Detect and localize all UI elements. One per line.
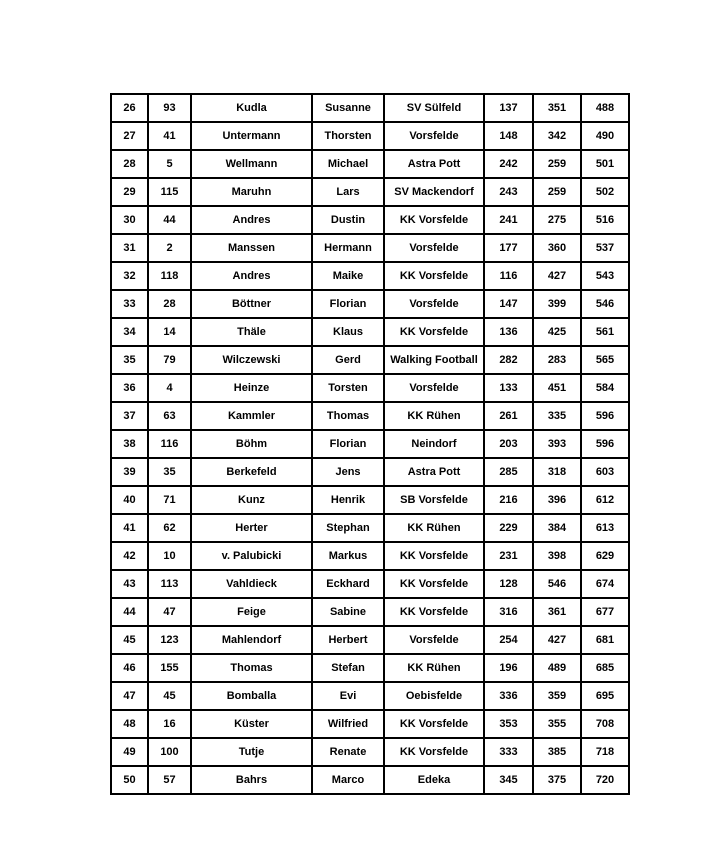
first-name-cell: Thorsten	[312, 122, 384, 150]
table-row	[111, 94, 629, 122]
first-name-cell: Jens	[312, 458, 384, 486]
start-number-cell: 118	[148, 262, 191, 290]
club-cell: KK Rühen	[384, 654, 484, 682]
results-table	[110, 93, 630, 795]
last-name-cell: Kammler	[191, 402, 312, 430]
club-cell: Edeka	[384, 766, 484, 794]
rank-cell: 37	[111, 402, 148, 430]
last-name-cell: Herter	[191, 514, 312, 542]
rank-cell: 42	[111, 542, 148, 570]
table-row	[111, 290, 629, 318]
total-cell: 490	[581, 122, 629, 150]
score1-cell: 203	[484, 430, 533, 458]
start-number-cell: 16	[148, 710, 191, 738]
last-name-cell: Thomas	[191, 654, 312, 682]
total-cell: 718	[581, 738, 629, 766]
last-name-cell: Thäle	[191, 318, 312, 346]
score1-cell: 285	[484, 458, 533, 486]
score2-cell: 385	[533, 738, 581, 766]
last-name-cell: Wellmann	[191, 150, 312, 178]
last-name-cell: Manssen	[191, 234, 312, 262]
start-number-cell: 155	[148, 654, 191, 682]
club-cell: KK Vorsfelde	[384, 570, 484, 598]
start-number-cell: 35	[148, 458, 191, 486]
score1-cell: 116	[484, 262, 533, 290]
first-name-cell: Susanne	[312, 94, 384, 122]
score1-cell: 242	[484, 150, 533, 178]
table-row	[111, 710, 629, 738]
club-cell: Vorsfelde	[384, 290, 484, 318]
club-cell: KK Vorsfelde	[384, 262, 484, 290]
score2-cell: 546	[533, 570, 581, 598]
score2-cell: 275	[533, 206, 581, 234]
rank-cell: 40	[111, 486, 148, 514]
start-number-cell: 93	[148, 94, 191, 122]
start-number-cell: 71	[148, 486, 191, 514]
table-row	[111, 262, 629, 290]
score2-cell: 425	[533, 318, 581, 346]
club-cell: KK Vorsfelde	[384, 598, 484, 626]
club-cell: KK Vorsfelde	[384, 710, 484, 738]
total-cell: 708	[581, 710, 629, 738]
first-name-cell: Torsten	[312, 374, 384, 402]
rank-cell: 36	[111, 374, 148, 402]
score1-cell: 133	[484, 374, 533, 402]
last-name-cell: Wilczewski	[191, 346, 312, 374]
rank-cell: 44	[111, 598, 148, 626]
score2-cell: 335	[533, 402, 581, 430]
score2-cell: 427	[533, 262, 581, 290]
score2-cell: 283	[533, 346, 581, 374]
last-name-cell: Kudla	[191, 94, 312, 122]
last-name-cell: Andres	[191, 262, 312, 290]
first-name-cell: Maike	[312, 262, 384, 290]
last-name-cell: Berkefeld	[191, 458, 312, 486]
first-name-cell: Florian	[312, 290, 384, 318]
total-cell: 695	[581, 682, 629, 710]
last-name-cell: Untermann	[191, 122, 312, 150]
score1-cell: 136	[484, 318, 533, 346]
start-number-cell: 57	[148, 766, 191, 794]
first-name-cell: Stephan	[312, 514, 384, 542]
start-number-cell: 100	[148, 738, 191, 766]
total-cell: 629	[581, 542, 629, 570]
total-cell: 565	[581, 346, 629, 374]
score2-cell: 396	[533, 486, 581, 514]
club-cell: Astra Pott	[384, 150, 484, 178]
score2-cell: 427	[533, 626, 581, 654]
first-name-cell: Eckhard	[312, 570, 384, 598]
table-row	[111, 654, 629, 682]
score2-cell: 359	[533, 682, 581, 710]
rank-cell: 41	[111, 514, 148, 542]
table-row	[111, 598, 629, 626]
first-name-cell: Wilfried	[312, 710, 384, 738]
first-name-cell: Gerd	[312, 346, 384, 374]
start-number-cell: 41	[148, 122, 191, 150]
club-cell: Vorsfelde	[384, 122, 484, 150]
rank-cell: 32	[111, 262, 148, 290]
rank-cell: 33	[111, 290, 148, 318]
club-cell: KK Rühen	[384, 402, 484, 430]
club-cell: Vorsfelde	[384, 374, 484, 402]
table-row	[111, 766, 629, 794]
table-row	[111, 346, 629, 374]
start-number-cell: 44	[148, 206, 191, 234]
table-row	[111, 626, 629, 654]
score1-cell: 353	[484, 710, 533, 738]
start-number-cell: 2	[148, 234, 191, 262]
start-number-cell: 115	[148, 178, 191, 206]
club-cell: Astra Pott	[384, 458, 484, 486]
score2-cell: 375	[533, 766, 581, 794]
score1-cell: 243	[484, 178, 533, 206]
score2-cell: 259	[533, 150, 581, 178]
score2-cell: 361	[533, 598, 581, 626]
score1-cell: 229	[484, 514, 533, 542]
last-name-cell: Tutje	[191, 738, 312, 766]
first-name-cell: Florian	[312, 430, 384, 458]
table-row	[111, 458, 629, 486]
score1-cell: 231	[484, 542, 533, 570]
table-row	[111, 402, 629, 430]
score1-cell: 196	[484, 654, 533, 682]
total-cell: 677	[581, 598, 629, 626]
club-cell: KK Vorsfelde	[384, 318, 484, 346]
rank-cell: 29	[111, 178, 148, 206]
last-name-cell: Böttner	[191, 290, 312, 318]
first-name-cell: Sabine	[312, 598, 384, 626]
first-name-cell: Henrik	[312, 486, 384, 514]
table-row	[111, 486, 629, 514]
score1-cell: 336	[484, 682, 533, 710]
rank-cell: 28	[111, 150, 148, 178]
start-number-cell: 79	[148, 346, 191, 374]
last-name-cell: Maruhn	[191, 178, 312, 206]
first-name-cell: Herbert	[312, 626, 384, 654]
last-name-cell: v. Palubicki	[191, 542, 312, 570]
table-row	[111, 318, 629, 346]
rank-cell: 43	[111, 570, 148, 598]
start-number-cell: 45	[148, 682, 191, 710]
total-cell: 613	[581, 514, 629, 542]
table-row	[111, 234, 629, 262]
score2-cell: 355	[533, 710, 581, 738]
score2-cell: 318	[533, 458, 581, 486]
score1-cell: 316	[484, 598, 533, 626]
total-cell: 596	[581, 430, 629, 458]
total-cell: 537	[581, 234, 629, 262]
last-name-cell: Andres	[191, 206, 312, 234]
total-cell: 502	[581, 178, 629, 206]
results-table-body	[111, 94, 629, 794]
score2-cell: 384	[533, 514, 581, 542]
first-name-cell: Hermann	[312, 234, 384, 262]
table-row	[111, 178, 629, 206]
club-cell: SV Mackendorf	[384, 178, 484, 206]
table-row	[111, 430, 629, 458]
club-cell: Neindorf	[384, 430, 484, 458]
score2-cell: 342	[533, 122, 581, 150]
club-cell: Vorsfelde	[384, 626, 484, 654]
rank-cell: 30	[111, 206, 148, 234]
club-cell: KK Rühen	[384, 514, 484, 542]
table-row	[111, 738, 629, 766]
club-cell: SB Vorsfelde	[384, 486, 484, 514]
rank-cell: 31	[111, 234, 148, 262]
score2-cell: 393	[533, 430, 581, 458]
club-cell: Oebisfelde	[384, 682, 484, 710]
last-name-cell: Heinze	[191, 374, 312, 402]
table-row	[111, 122, 629, 150]
score1-cell: 177	[484, 234, 533, 262]
total-cell: 596	[581, 402, 629, 430]
score2-cell: 489	[533, 654, 581, 682]
last-name-cell: Vahldieck	[191, 570, 312, 598]
total-cell: 612	[581, 486, 629, 514]
score1-cell: 137	[484, 94, 533, 122]
total-cell: 561	[581, 318, 629, 346]
score1-cell: 148	[484, 122, 533, 150]
table-row	[111, 542, 629, 570]
rank-cell: 45	[111, 626, 148, 654]
score2-cell: 399	[533, 290, 581, 318]
start-number-cell: 5	[148, 150, 191, 178]
last-name-cell: Kunz	[191, 486, 312, 514]
score1-cell: 241	[484, 206, 533, 234]
last-name-cell: Küster	[191, 710, 312, 738]
score1-cell: 147	[484, 290, 533, 318]
rank-cell: 35	[111, 346, 148, 374]
first-name-cell: Dustin	[312, 206, 384, 234]
table-row	[111, 150, 629, 178]
total-cell: 720	[581, 766, 629, 794]
rank-cell: 38	[111, 430, 148, 458]
rank-cell: 48	[111, 710, 148, 738]
start-number-cell: 4	[148, 374, 191, 402]
table-row	[111, 682, 629, 710]
table-row	[111, 374, 629, 402]
score2-cell: 351	[533, 94, 581, 122]
last-name-cell: Feige	[191, 598, 312, 626]
score1-cell: 333	[484, 738, 533, 766]
club-cell: KK Vorsfelde	[384, 206, 484, 234]
table-row	[111, 206, 629, 234]
first-name-cell: Thomas	[312, 402, 384, 430]
score1-cell: 128	[484, 570, 533, 598]
total-cell: 681	[581, 626, 629, 654]
last-name-cell: Mahlendorf	[191, 626, 312, 654]
rank-cell: 26	[111, 94, 148, 122]
club-cell: Walking Football	[384, 346, 484, 374]
table-row	[111, 514, 629, 542]
last-name-cell: Böhm	[191, 430, 312, 458]
rank-cell: 49	[111, 738, 148, 766]
first-name-cell: Marco	[312, 766, 384, 794]
total-cell: 488	[581, 94, 629, 122]
start-number-cell: 14	[148, 318, 191, 346]
rank-cell: 46	[111, 654, 148, 682]
total-cell: 685	[581, 654, 629, 682]
score1-cell: 282	[484, 346, 533, 374]
score2-cell: 360	[533, 234, 581, 262]
score1-cell: 261	[484, 402, 533, 430]
last-name-cell: Bahrs	[191, 766, 312, 794]
start-number-cell: 123	[148, 626, 191, 654]
club-cell: Vorsfelde	[384, 234, 484, 262]
start-number-cell: 47	[148, 598, 191, 626]
club-cell: SV Sülfeld	[384, 94, 484, 122]
club-cell: KK Vorsfelde	[384, 738, 484, 766]
rank-cell: 27	[111, 122, 148, 150]
first-name-cell: Michael	[312, 150, 384, 178]
club-cell: KK Vorsfelde	[384, 542, 484, 570]
first-name-cell: Lars	[312, 178, 384, 206]
table-row	[111, 570, 629, 598]
start-number-cell: 62	[148, 514, 191, 542]
score2-cell: 398	[533, 542, 581, 570]
first-name-cell: Renate	[312, 738, 384, 766]
score1-cell: 345	[484, 766, 533, 794]
start-number-cell: 116	[148, 430, 191, 458]
rank-cell: 34	[111, 318, 148, 346]
total-cell: 501	[581, 150, 629, 178]
rank-cell: 39	[111, 458, 148, 486]
first-name-cell: Markus	[312, 542, 384, 570]
score2-cell: 259	[533, 178, 581, 206]
score2-cell: 451	[533, 374, 581, 402]
first-name-cell: Klaus	[312, 318, 384, 346]
start-number-cell: 63	[148, 402, 191, 430]
total-cell: 603	[581, 458, 629, 486]
total-cell: 546	[581, 290, 629, 318]
start-number-cell: 28	[148, 290, 191, 318]
score1-cell: 216	[484, 486, 533, 514]
first-name-cell: Stefan	[312, 654, 384, 682]
total-cell: 516	[581, 206, 629, 234]
first-name-cell: Evi	[312, 682, 384, 710]
total-cell: 584	[581, 374, 629, 402]
total-cell: 674	[581, 570, 629, 598]
last-name-cell: Bomballa	[191, 682, 312, 710]
start-number-cell: 10	[148, 542, 191, 570]
rank-cell: 47	[111, 682, 148, 710]
rank-cell: 50	[111, 766, 148, 794]
start-number-cell: 113	[148, 570, 191, 598]
total-cell: 543	[581, 262, 629, 290]
score1-cell: 254	[484, 626, 533, 654]
